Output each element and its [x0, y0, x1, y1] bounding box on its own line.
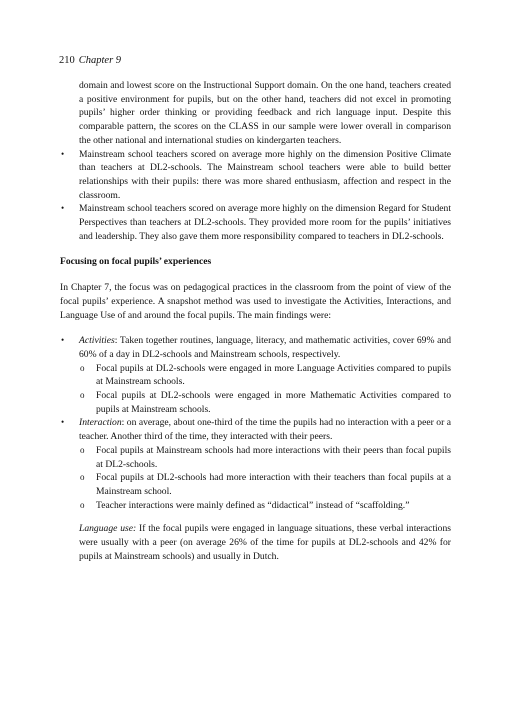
sub-list-item: [79, 444, 451, 471]
bullet-marker: •: [61, 335, 65, 346]
bullet-marker: •: [61, 417, 65, 428]
finding-text: : on average, about one-third of the time the pupils had no interaction with a peer or a teacher. Another third of the time, they interacted with their peers.: [79, 417, 451, 443]
list-item-text: Mainstream school teachers scored on average more highly on the dimension Positive Climate than teachers at DL2-schools. The Mainstream school teachers were able to build better relationships with their pupils: there was more shared enthusiasm, affection and respect in the classroom.: [79, 148, 451, 201]
sub-bullet-marker: o: [80, 362, 85, 373]
section-heading: Focusing on focal pupils’ experiences: [60, 256, 212, 268]
sub-list-item-text: Focal pupils at Mainstream schools had more interactions with their peers than focal pupils at DL2-schools.: [96, 444, 451, 470]
findings-list: [60, 334, 451, 512]
sub-list-item: [79, 389, 451, 416]
sub-list-item-text: Focal pupils at DL2-schools had more interaction with their teachers than focal pupils at a Mainstream school.: [96, 472, 451, 497]
sub-list: [79, 362, 451, 417]
list-item: [60, 202, 451, 243]
body-text: [60, 79, 451, 564]
sub-bullet-marker: o: [80, 390, 85, 401]
chapter-label: Chapter 9: [78, 55, 122, 66]
sub-list-item-text: Teacher interactions were mainly defined as “didactical” instead of “scaffolding.”: [96, 499, 410, 511]
list-item: [60, 148, 451, 203]
running-head: [59, 54, 121, 68]
sub-list-item: [79, 499, 451, 513]
finding-text: : Taken together routines, language, literacy, and mathematic activities, cover 69% and 60% of a day in DL2-schools and Mainstream schools, respectively.: [79, 335, 451, 360]
sub-list: [79, 444, 451, 513]
bullet-marker: •: [61, 148, 65, 159]
intro-paragraph: In Chapter 7, the focus was on pedagogical practices in the classroom from the point of view of the focal pupils’ experience. A snapshot method was used to investigate the Activities, Interactions, and Language Use of and around the focal pupils. The main findings were:: [60, 282, 451, 321]
list-item-text: Mainstream school teachers scored on average more highly on the dimension Regard for Student Perspectives than teachers at DL2-schools. They provided more room for the pupils’ initiatives and leadership. They also gave them more responsibility compared to teachers in DL2-schools.: [79, 203, 451, 242]
continued-paragraph: domain and lowest score on the Instructional Support domain. On the one hand, teachers created a positive environment for pupils, but on the other hand, teachers did not excel in promoting pupils’ higher order thinking or providing feedback and rich language input. Despite this comparable pattern, the scores on the CLASS in our sample were lower overall in comparison the other national and international studies on kindergarten teachers.: [79, 80, 451, 146]
sub-bullet-marker: o: [80, 472, 85, 483]
sub-bullet-marker: o: [80, 499, 85, 510]
finding-language-use: [79, 522, 451, 563]
sub-list-item-text: Focal pupils at DL2-schools were engaged in more Language Activities compared to pupils at Mainstream schools.: [96, 362, 451, 388]
bullet-list-top: [60, 148, 451, 244]
sub-bullet-marker: o: [80, 444, 85, 455]
finding-activities: [60, 334, 451, 416]
bullet-marker: •: [61, 203, 65, 214]
sub-list-item-text: Focal pupils at DL2-schools were engaged in more Mathematic Activities compared to pupils at Mainstream schools.: [96, 390, 451, 415]
sub-list-item: [79, 471, 451, 498]
finding-interaction: [60, 416, 451, 512]
finding-term: Interaction: [79, 417, 122, 429]
finding-term: Language use:: [79, 523, 137, 535]
finding-text: If the focal pupils were engaged in language situations, these verbal interactions were usually with a peer (on average 26% of the time for pupils at DL2-schools and 42% for pupils at Mainstream schools) and usually in Dutch.: [79, 523, 452, 562]
page-number: 210: [59, 55, 75, 66]
finding-term: Activities: [79, 335, 115, 347]
sub-list-item: [79, 362, 451, 389]
